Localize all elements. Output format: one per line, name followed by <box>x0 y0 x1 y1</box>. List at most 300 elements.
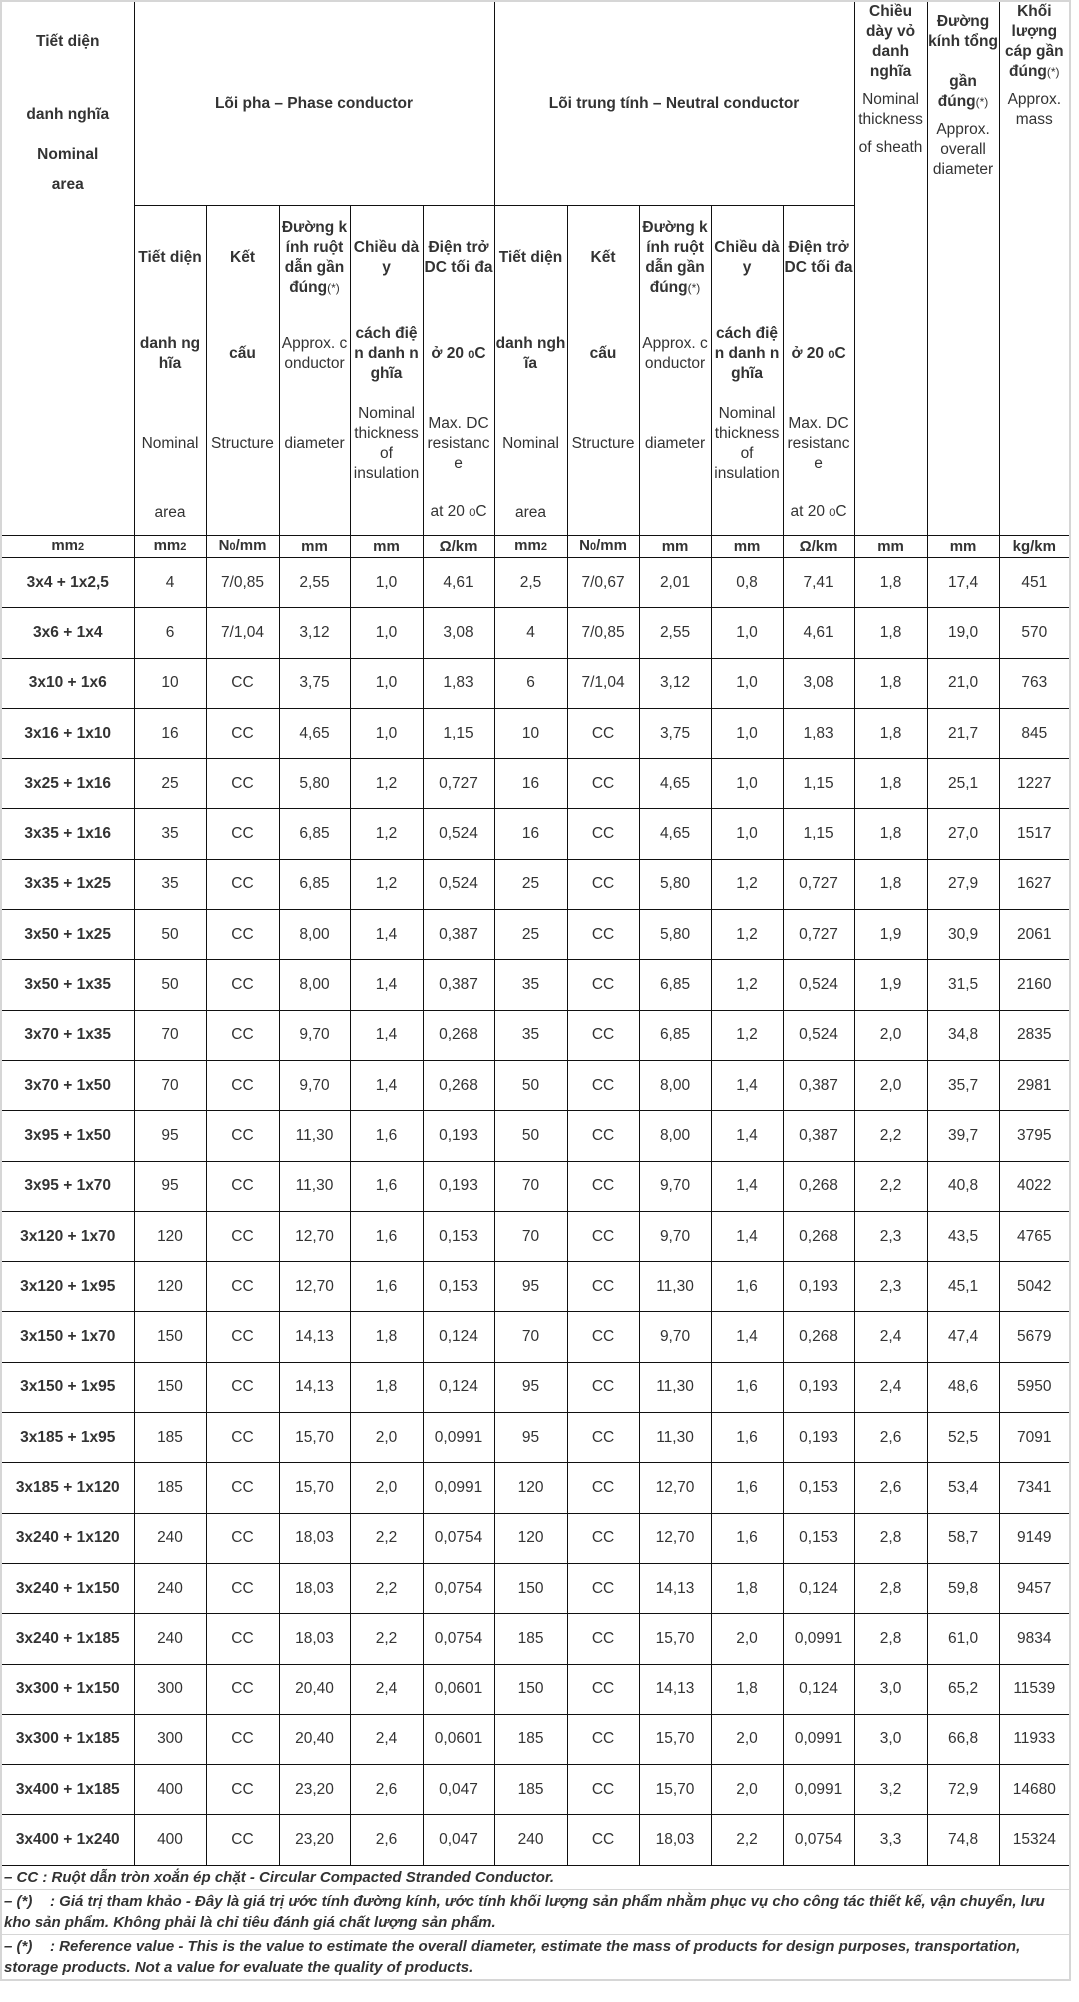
table-cell: 185 <box>134 1463 206 1513</box>
table-cell: CC <box>567 1312 639 1362</box>
table-cell: CC <box>567 809 639 859</box>
table-cell: CC <box>567 859 639 909</box>
footnote-body: : Giá trị tham khảo - Đây là giá trị ước tính đường kính, ước tính khối lượng sản phẩm nhằm phục vụ cho công tác thiết kế, vận chuyển, lưu kho sản phẩm. Không phải là chỉ tiêu đánh giá chất lượng sản phẩm. <box>4 1892 1045 1931</box>
table-cell: 1,0 <box>350 658 423 708</box>
header-neutral-structure: Kết cấu Structure <box>567 206 639 536</box>
table-cell: 0,387 <box>783 1060 854 1110</box>
table-cell: CC <box>206 910 279 960</box>
table-cell: 6,85 <box>279 809 350 859</box>
table-cell: 4 <box>134 558 206 608</box>
table-cell: CC <box>206 708 279 758</box>
table-row <box>1 1010 1070 1060</box>
table-cell: 70 <box>134 1060 206 1110</box>
table-cell: 20,40 <box>279 1714 350 1764</box>
footnote-body: : Reference value - This is the value to estimate the overall diameter, estimate the mass of products for design purposes, transportation, storage products. Not a value for evaluate the quality of products. <box>4 1937 1021 1976</box>
table-cell: 1,4 <box>350 910 423 960</box>
table-cell: 0,0754 <box>423 1563 494 1613</box>
footnotes <box>1 1865 1070 1980</box>
table-cell: CC <box>567 910 639 960</box>
table-cell: 2,55 <box>639 608 711 658</box>
table-cell: 35,7 <box>927 1060 999 1110</box>
table-cell: 0,727 <box>783 859 854 909</box>
footnote-row <box>1 1934 1070 1980</box>
table-cell: CC <box>206 1513 279 1563</box>
table-cell: 2,8 <box>854 1614 927 1664</box>
table-cell: 5679 <box>999 1312 1070 1362</box>
footnote-label: – CC : <box>4 1868 48 1886</box>
table-cell: 1,2 <box>711 960 783 1010</box>
table-cell: 6,85 <box>639 960 711 1010</box>
table-cell: 25 <box>494 859 567 909</box>
table-cell: 21,7 <box>927 708 999 758</box>
table-cell: CC <box>567 708 639 758</box>
table-cell: 1,8 <box>854 859 927 909</box>
cable-designation-cell: 3x4 + 1x2,5 <box>1 558 134 608</box>
table-cell: 3795 <box>999 1111 1070 1161</box>
table-cell: 7/0,85 <box>206 558 279 608</box>
table-row <box>1 910 1070 960</box>
table-cell: 8,00 <box>279 960 350 1010</box>
table-cell: 1,4 <box>711 1111 783 1161</box>
table-cell: 3,08 <box>423 608 494 658</box>
table-cell: 1,2 <box>350 809 423 859</box>
header-phase-area: Tiết diện danh nghĩa Nominal area <box>134 206 206 536</box>
table-cell: CC <box>206 1815 279 1865</box>
table-row <box>1 1312 1070 1362</box>
table-cell: 21,0 <box>927 658 999 708</box>
table-cell: 18,03 <box>279 1563 350 1613</box>
table-cell: 2,2 <box>711 1815 783 1865</box>
table-cell: 14,13 <box>639 1664 711 1714</box>
table-cell: 2,0 <box>711 1765 783 1815</box>
table-cell: 16 <box>134 708 206 758</box>
table-cell: 17,4 <box>927 558 999 608</box>
table-cell: 2,55 <box>279 558 350 608</box>
table-cell: 240 <box>134 1614 206 1664</box>
table-cell: 2,0 <box>711 1714 783 1764</box>
table-row <box>1 1161 1070 1211</box>
table-cell: 5950 <box>999 1362 1070 1412</box>
table-cell: 0,193 <box>423 1111 494 1161</box>
table-cell: 0,0754 <box>423 1513 494 1563</box>
header-vi: gần đúng(*) <box>937 73 989 110</box>
table-cell: 2,6 <box>854 1463 927 1513</box>
table-cell: 1,6 <box>711 1513 783 1563</box>
table-cell: 2,0 <box>854 1060 927 1110</box>
table-cell: 50 <box>494 1111 567 1161</box>
table-cell: 3,75 <box>279 658 350 708</box>
table-row <box>1 1664 1070 1714</box>
cable-designation-cell: 3x70 + 1x50 <box>1 1060 134 1110</box>
table-cell: CC <box>206 658 279 708</box>
table-cell: 1,6 <box>711 1362 783 1412</box>
table-cell: 2,2 <box>854 1111 927 1161</box>
table-row <box>1 1614 1070 1664</box>
table-cell: 0,268 <box>783 1312 854 1362</box>
table-row <box>1 658 1070 708</box>
cable-designation-cell: 3x50 + 1x25 <box>1 910 134 960</box>
table-cell: 0,727 <box>423 759 494 809</box>
table-cell: 2,0 <box>350 1413 423 1463</box>
cable-designation-cell: 3x185 + 1x95 <box>1 1413 134 1463</box>
footnote-body: Ruột dẫn tròn xoắn ép chặt - Circular Compacted Stranded Conductor. <box>47 1868 555 1886</box>
table-cell: 12,70 <box>279 1262 350 1312</box>
table-cell: 95 <box>494 1413 567 1463</box>
table-cell: 0,124 <box>423 1362 494 1412</box>
table-cell: 1,2 <box>711 859 783 909</box>
table-cell: CC <box>567 1060 639 1110</box>
cable-designation-cell: 3x300 + 1x150 <box>1 1664 134 1714</box>
table-cell: 15,70 <box>279 1413 350 1463</box>
table-cell: 0,0991 <box>423 1463 494 1513</box>
table-cell: 2,4 <box>854 1312 927 1362</box>
table-cell: 1,4 <box>350 1010 423 1060</box>
table-cell: 40,8 <box>927 1161 999 1211</box>
table-row <box>1 1765 1070 1815</box>
table-cell: 12,70 <box>639 1513 711 1563</box>
table-cell: 11,30 <box>279 1111 350 1161</box>
table-cell: 5,80 <box>279 759 350 809</box>
table-cell: 1,8 <box>711 1563 783 1613</box>
table-cell: 0,0991 <box>783 1714 854 1764</box>
table-cell: 95 <box>494 1362 567 1412</box>
table-cell: CC <box>567 1413 639 1463</box>
table-cell: 1,2 <box>711 910 783 960</box>
table-cell: 10 <box>494 708 567 758</box>
header-neutral-conductor: Lõi trung tính – Neutral conductor <box>494 1 854 206</box>
cable-designation-cell: 3x240 + 1x185 <box>1 1614 134 1664</box>
table-cell: 20,40 <box>279 1664 350 1714</box>
table-cell: 0,193 <box>783 1413 854 1463</box>
table-row <box>1 809 1070 859</box>
table-cell: 9,70 <box>639 1211 711 1261</box>
table-cell: 120 <box>134 1211 206 1261</box>
table-cell: 0,193 <box>423 1161 494 1211</box>
table-cell: 12,70 <box>279 1211 350 1261</box>
table-row <box>1 1714 1070 1764</box>
header-line: area <box>51 176 84 193</box>
table-cell: 0,0601 <box>423 1714 494 1764</box>
table-cell: 1,6 <box>711 1262 783 1312</box>
footnote-row <box>1 1865 1070 1889</box>
table-cell: 3,2 <box>854 1765 927 1815</box>
table-cell: 2,6 <box>350 1815 423 1865</box>
table-cell: 1,0 <box>350 708 423 758</box>
table-cell: 7/1,04 <box>567 658 639 708</box>
header-phase-conductor-diameter: Đường kính ruột dẫn gần đúng(*) Approx. conductor diameter <box>279 206 350 536</box>
table-row <box>1 608 1070 658</box>
table-cell: 3,75 <box>639 708 711 758</box>
table-cell: 59,8 <box>927 1563 999 1613</box>
table-cell: CC <box>567 1815 639 1865</box>
table-cell: 35 <box>134 809 206 859</box>
table-cell: 16 <box>494 809 567 859</box>
unit-cell: mm2 <box>1 536 134 558</box>
table-row <box>1 1815 1070 1865</box>
table-cell: 2,3 <box>854 1211 927 1261</box>
table-cell: 5,80 <box>639 859 711 909</box>
table-row <box>1 859 1070 909</box>
table-cell: 0,193 <box>783 1362 854 1412</box>
table-cell: 1,15 <box>783 759 854 809</box>
table-cell: 10 <box>134 658 206 708</box>
table-cell: 1,0 <box>711 658 783 708</box>
table-cell: 400 <box>134 1765 206 1815</box>
table-cell: CC <box>206 1060 279 1110</box>
footnote-row <box>1 1889 1070 1934</box>
table-cell: 19,0 <box>927 608 999 658</box>
cable-designation-cell: 3x6 + 1x4 <box>1 608 134 658</box>
table-cell: 7/0,85 <box>567 608 639 658</box>
unit-cell: Ω/km <box>783 536 854 558</box>
header-en: Approx. overall diameter <box>932 121 994 178</box>
table-cell: 0,193 <box>783 1262 854 1312</box>
table-cell: 1,4 <box>711 1312 783 1362</box>
table-cell: 1,0 <box>711 708 783 758</box>
unit-cell: mm <box>927 536 999 558</box>
table-cell: 50 <box>134 960 206 1010</box>
table-cell: CC <box>567 960 639 1010</box>
table-cell: 1,8 <box>854 658 927 708</box>
header-approx-mass <box>999 1 1070 536</box>
table-cell: 0,124 <box>783 1563 854 1613</box>
table-cell: 18,03 <box>279 1513 350 1563</box>
table-cell: CC <box>206 1614 279 1664</box>
table-cell: 1,0 <box>711 809 783 859</box>
table-cell: 8,00 <box>639 1060 711 1110</box>
unit-cell: kg/km <box>999 536 1070 558</box>
table-cell: 15,70 <box>279 1463 350 1513</box>
cable-designation-cell: 3x70 + 1x35 <box>1 1010 134 1060</box>
table-cell: 72,9 <box>927 1765 999 1815</box>
table-cell: CC <box>206 1714 279 1764</box>
table-cell: 240 <box>134 1513 206 1563</box>
table-cell: 120 <box>134 1262 206 1312</box>
table-cell: 18,03 <box>279 1614 350 1664</box>
footnote-text <box>1 1934 1070 1980</box>
table-cell: 4,61 <box>423 558 494 608</box>
unit-cell: Ω/km <box>423 536 494 558</box>
table-cell: 4,65 <box>639 759 711 809</box>
table-cell: 9457 <box>999 1563 1070 1613</box>
table-cell: 1,6 <box>711 1463 783 1513</box>
table-cell: 1,2 <box>711 1010 783 1060</box>
table-cell: 150 <box>134 1362 206 1412</box>
table-cell: 1,6 <box>350 1111 423 1161</box>
table-cell: 1,4 <box>711 1211 783 1261</box>
table-cell: 2,0 <box>854 1010 927 1060</box>
table-cell: 1227 <box>999 759 1070 809</box>
table-cell: CC <box>567 1111 639 1161</box>
unit-cell: N0/mm <box>206 536 279 558</box>
table-cell: 1,9 <box>854 910 927 960</box>
cable-designation-cell: 3x35 + 1x25 <box>1 859 134 909</box>
table-cell: 70 <box>494 1161 567 1211</box>
table-cell: 1,83 <box>783 708 854 758</box>
table-cell: 1,8 <box>854 809 927 859</box>
table-cell: 2,3 <box>854 1262 927 1312</box>
table-cell: 7341 <box>999 1463 1070 1513</box>
table-cell: 0,8 <box>711 558 783 608</box>
table-cell: 11933 <box>999 1714 1070 1764</box>
header-neutral-area: Tiết diện danh nghĩa Nominal area <box>494 206 567 536</box>
table-cell: 39,7 <box>927 1111 999 1161</box>
table-cell: 4022 <box>999 1161 1070 1211</box>
table-cell: 2,4 <box>350 1664 423 1714</box>
table-cell: 95 <box>134 1161 206 1211</box>
table-cell: 1,15 <box>783 809 854 859</box>
table-cell: 0,0991 <box>423 1413 494 1463</box>
header-en: Nominal thickness <box>858 91 923 128</box>
table-cell: CC <box>206 1765 279 1815</box>
table-cell: CC <box>206 1463 279 1513</box>
table-cell: 23,20 <box>279 1765 350 1815</box>
table-cell: CC <box>206 1413 279 1463</box>
table-cell: 48,6 <box>927 1362 999 1412</box>
table-cell: CC <box>206 809 279 859</box>
table-cell: 66,8 <box>927 1714 999 1764</box>
table-cell: CC <box>567 759 639 809</box>
table-cell: 1,0 <box>711 759 783 809</box>
header-line: Nominal <box>37 146 99 163</box>
cable-designation-cell: 3x240 + 1x120 <box>1 1513 134 1563</box>
table-cell: 8,00 <box>279 910 350 960</box>
table-cell: CC <box>206 859 279 909</box>
table-cell: CC <box>206 1262 279 1312</box>
table-cell: 2,0 <box>711 1614 783 1664</box>
header-neutral-conductor-diameter: Đường kính ruột dẫn gần đúng(*) Approx. conductor diameter <box>639 206 711 536</box>
unit-cell: N0/mm <box>567 536 639 558</box>
table-cell: 3,12 <box>279 608 350 658</box>
table-cell: CC <box>206 960 279 1010</box>
table-cell: 0,268 <box>423 1010 494 1060</box>
table-cell: 0,387 <box>783 1111 854 1161</box>
table-cell: 150 <box>134 1312 206 1362</box>
table-cell: CC <box>567 1211 639 1261</box>
header-nominal-area <box>1 1 134 536</box>
table-row <box>1 1463 1070 1513</box>
table-row <box>1 1060 1070 1110</box>
table-row <box>1 1211 1070 1261</box>
header-sheath-thickness <box>854 1 927 536</box>
table-cell: CC <box>567 1513 639 1563</box>
table-cell: 53,4 <box>927 1463 999 1513</box>
table-cell: 570 <box>999 608 1070 658</box>
table-cell: 1,15 <box>423 708 494 758</box>
table-cell: 14,13 <box>279 1312 350 1362</box>
table-cell: 2,2 <box>350 1513 423 1563</box>
table-cell: 0,153 <box>423 1262 494 1312</box>
table-cell: 0,524 <box>423 859 494 909</box>
table-cell: 1,6 <box>711 1413 783 1463</box>
table-cell: 7/0,67 <box>567 558 639 608</box>
header-phase-resistance: Điện trở DC tối đa ở 20 0C Max. DC resistance at 20 0C <box>423 206 494 536</box>
table-cell: 35 <box>134 859 206 909</box>
table-cell: CC <box>206 1211 279 1261</box>
table-cell: 25 <box>494 910 567 960</box>
unit-cell: mm2 <box>134 536 206 558</box>
table-cell: 7,41 <box>783 558 854 608</box>
table-cell: 0,727 <box>783 910 854 960</box>
table-cell: 50 <box>134 910 206 960</box>
cable-designation-cell: 3x120 + 1x95 <box>1 1262 134 1312</box>
header-row-groups <box>1 1 1070 206</box>
header-vi: Khối lượng cáp gần đúng(*) <box>1005 3 1064 80</box>
table-cell: 1,9 <box>854 960 927 1010</box>
table-cell: 14,13 <box>639 1563 711 1613</box>
table-cell: 185 <box>494 1714 567 1764</box>
table-cell: 2835 <box>999 1010 1070 1060</box>
table-cell: CC <box>567 1161 639 1211</box>
table-cell: 0,153 <box>423 1211 494 1261</box>
table-cell: 1,8 <box>711 1664 783 1714</box>
table-cell: 185 <box>494 1765 567 1815</box>
header-overall-diameter <box>927 1 999 536</box>
table-cell: 15,70 <box>639 1714 711 1764</box>
table-cell: 70 <box>494 1312 567 1362</box>
table-row <box>1 1563 1070 1613</box>
header-line: Tiết diện <box>36 33 100 50</box>
table-cell: CC <box>567 1664 639 1714</box>
table-cell: 2,6 <box>350 1765 423 1815</box>
table-cell: 0,524 <box>783 1010 854 1060</box>
table-cell: 5,80 <box>639 910 711 960</box>
table-cell: CC <box>567 1010 639 1060</box>
table-cell: 1,83 <box>423 658 494 708</box>
table-cell: 4 <box>494 608 567 658</box>
table-cell: CC <box>567 1714 639 1764</box>
table-cell: 0,047 <box>423 1765 494 1815</box>
table-cell: 8,00 <box>639 1111 711 1161</box>
table-cell: CC <box>206 759 279 809</box>
table-cell: CC <box>567 1463 639 1513</box>
table-body <box>1 558 1070 1866</box>
cable-designation-cell: 3x25 + 1x16 <box>1 759 134 809</box>
units-row <box>1 536 1070 558</box>
table-cell: 11,30 <box>279 1161 350 1211</box>
table-cell: 150 <box>494 1664 567 1714</box>
table-cell: 1,0 <box>350 608 423 658</box>
table-cell: 35 <box>494 1010 567 1060</box>
table-cell: 0,124 <box>783 1664 854 1714</box>
table-cell: 52,5 <box>927 1413 999 1463</box>
table-cell: CC <box>206 1312 279 1362</box>
table-cell: 7/1,04 <box>206 608 279 658</box>
table-cell: 14,13 <box>279 1362 350 1412</box>
unit-cell: mm <box>350 536 423 558</box>
table-cell: 2,2 <box>350 1563 423 1613</box>
table-cell: 0,387 <box>423 960 494 1010</box>
table-row <box>1 1513 1070 1563</box>
cable-designation-cell: 3x400 + 1x240 <box>1 1815 134 1865</box>
table-cell: 43,5 <box>927 1211 999 1261</box>
table-row <box>1 558 1070 608</box>
cable-designation-cell: 3x50 + 1x35 <box>1 960 134 1010</box>
table-cell: 65,2 <box>927 1664 999 1714</box>
table-cell: 0,524 <box>783 960 854 1010</box>
table-cell: 6,85 <box>639 1010 711 1060</box>
table-cell: 0,047 <box>423 1815 494 1865</box>
table-cell: 3,3 <box>854 1815 927 1865</box>
table-cell: 3,12 <box>639 658 711 708</box>
table-cell: 300 <box>134 1664 206 1714</box>
header-phase-conductor: Lõi pha – Phase conductor <box>134 1 494 206</box>
table-cell: 240 <box>134 1563 206 1613</box>
unit-cell: mm <box>639 536 711 558</box>
table-cell: 6,85 <box>279 859 350 909</box>
table-cell: 3,08 <box>783 658 854 708</box>
table-cell: 2061 <box>999 910 1070 960</box>
